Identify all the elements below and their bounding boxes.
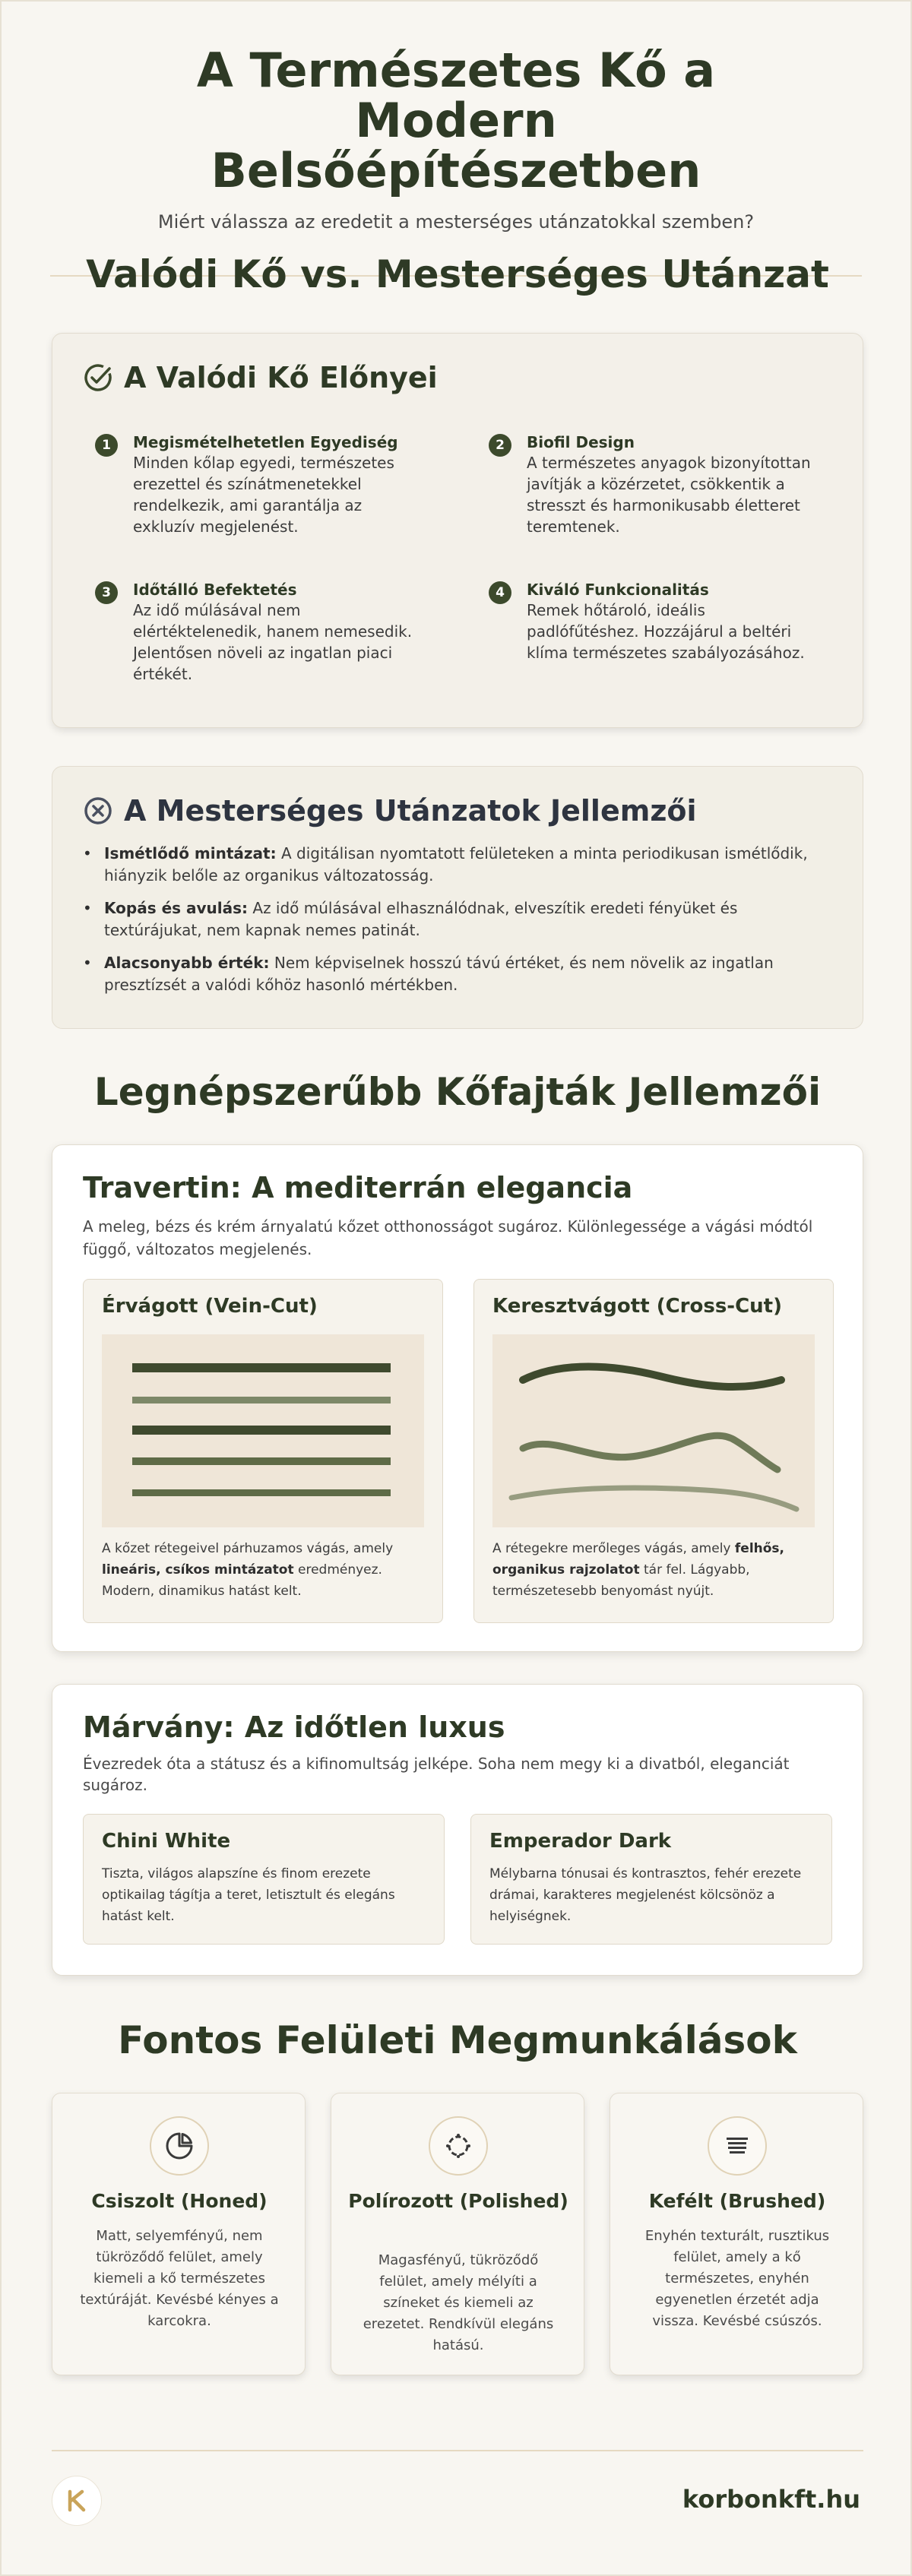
check-circle-icon (83, 362, 113, 393)
marble-variant-name: Chini White (102, 1830, 231, 1853)
imitations-heading (83, 794, 697, 828)
advantage-desc: Remek hőtároló, ideális padlófűtéshez. Hozzájárul a beltéri klíma természetes szabályozásához. (527, 601, 805, 662)
page-subtitle: Miért válassza az eredetit a mesterséges utánzatokkal szemben? (157, 211, 755, 233)
imitations-list (83, 843, 835, 1007)
finish-card (610, 2093, 863, 2375)
finish-name: Polírozott (Polished) (348, 2190, 568, 2212)
vein-cut-title: Érvágott (Vein-Cut) (102, 1295, 318, 1318)
cross-cut-illustration (492, 1334, 815, 1527)
imitations-card (52, 766, 863, 1029)
travertine-card (52, 1144, 863, 1652)
advantage-number: 4 (489, 581, 511, 604)
advantage-title: Időtálló Befektetés (133, 581, 297, 599)
advantages-heading (83, 361, 438, 394)
cross-cut-box (473, 1279, 834, 1623)
advantage-title: Biofil Design (527, 433, 635, 451)
finish-card (331, 2093, 584, 2375)
advantage-desc: A természetes anyagok bizonyítottan javítják a közérzetet, csökkentik a stresszt és harmonikusabb életteret teremtenek. (527, 454, 811, 536)
marble-variant-box (470, 1814, 832, 1945)
advantages-title: A Valódi Kő Előnyei (124, 361, 438, 394)
list-item: • Kopás és avulás: Az idő múlásával elhasználódnak, elveszítik eredeti fényüket és textúrájukat, nem kapnak nemes patinát. (83, 897, 835, 941)
finish-card (52, 2093, 306, 2375)
finish-name: Csiszolt (Honed) (91, 2190, 268, 2212)
pie-chart-icon (150, 2116, 209, 2176)
marble-variant-box (83, 1814, 445, 1945)
vein-cut-box (83, 1279, 443, 1623)
list-item: • Alacsonyabb érték: Nem képviselnek hosszú távú értéket, és nem növelik az ingatlan presztízsét a valódi kőhöz hasonló mértékben. (83, 952, 835, 996)
sparkle-ring-icon (429, 2116, 488, 2176)
finish-desc: Enyhén texturált, rusztikus felület, amely a kő természetes, enyhén egyenetlen érzetét adja vissza. Kevésbé csúszós. (644, 2228, 830, 2329)
header (2, 2, 910, 277)
advantage-title: Megismételhetetlen Egyediség (133, 433, 398, 451)
marble-variant-desc: Mélybarna tónusai és kontrasztos, fehér erezete drámai, karakteres megjelenést kölcsönöz a helyiségnek. (489, 1866, 802, 1924)
section-title-finishes: Fontos Felületi Megmunkálások (118, 2018, 797, 2062)
cross-cut-desc: A rétegekre merőleges vágás, amely felhős, organikus rajzolatot tár fel. Lágyabb, természetesebb benyomást nyújt. (492, 1541, 785, 1599)
advantage-number: 3 (95, 581, 118, 604)
marble-variant-name: Emperador Dark (489, 1830, 672, 1853)
brushed-lines-icon (708, 2116, 767, 2176)
travertine-desc: A meleg, bézs és krém árnyalatú kőzet otthonosságot sugároz. Különlegessége a vágási módtól függő, változatos megjelenés. (83, 1217, 813, 1258)
imitations-title: A Mesterséges Utánzatok Jellemzői (124, 794, 697, 828)
footer-divider (52, 2450, 863, 2451)
list-item: • Ismétlődő mintázat: A digitálisan nyomtatott felületeken a minta periodikusan ismétlődik, hiányzik belőle az organikus változatosság. (83, 843, 835, 887)
section-title-stones: Legnépszerűbb Kőfajták Jellemzői (93, 1070, 822, 1114)
marble-card (52, 1684, 863, 1976)
website-link[interactable]: korbonkft.hu (682, 2485, 860, 2514)
travertine-title: Travertin: A mediterrán elegancia (83, 1171, 633, 1204)
advantage-number: 2 (489, 434, 511, 457)
marble-title: Márvány: Az időtlen luxus (83, 1710, 505, 1744)
advantage-number: 1 (95, 434, 118, 457)
advantage-desc: Az idő múlásával nem elértéktelenedik, hanem nemesedik. Jelentősen növeli az ingatlan piaci értékét. (133, 601, 413, 683)
logo-k-icon (64, 2488, 90, 2514)
finish-desc: Matt, selyemfényű, nem tükröződő felület, amely kiemeli a kő természetes textúráját. Kevésbé kényes a karcokra. (80, 2228, 279, 2329)
marble-variant-desc: Tiszta, világos alapszíne és finom erezete optikailag tágítja a teret, letisztult és elegáns hatást kelt. (102, 1866, 395, 1924)
cross-cut-title: Keresztvágott (Cross-Cut) (492, 1295, 782, 1318)
advantage-title: Kiváló Funkcionalitás (527, 581, 709, 599)
advantages-card (52, 333, 863, 728)
section-title-comparison: Valódi Kő vs. Mesterséges Utánzat (86, 252, 829, 296)
vein-lines-graphic (102, 1334, 424, 1527)
company-logo[interactable] (52, 2476, 102, 2526)
page-title: A Természetes Kő a Modern Belsőépítészetben (196, 43, 716, 198)
advantages-grid (95, 432, 825, 706)
advantage-desc: Minden kőlap egyedi, természetes erezettel és színátmenetekkel rendelkezik, ami garantálja az exkluzív megjelenést. (133, 454, 394, 536)
vein-cut-desc: A kőzet rétegeivel párhuzamos vágás, amely lineáris, csíkos mintázatot eredményez. Modern, dinamikus hatást kelt. (102, 1541, 394, 1599)
cross-waves-graphic (492, 1334, 815, 1527)
vein-cut-illustration (102, 1334, 424, 1527)
finish-name: Kefélt (Brushed) (648, 2190, 826, 2212)
x-circle-icon (83, 796, 113, 826)
finish-desc: Magasfényű, tükröződő felület, amely mélyíti a színeket és kiemeli az erezetet. Rendkívül elegáns hatású. (363, 2252, 554, 2353)
marble-desc: Évezredek óta a státusz és a kifinomultság jelképe. Soha nem megy ki a divatból, eleganciát sugároz. (83, 1755, 790, 1794)
